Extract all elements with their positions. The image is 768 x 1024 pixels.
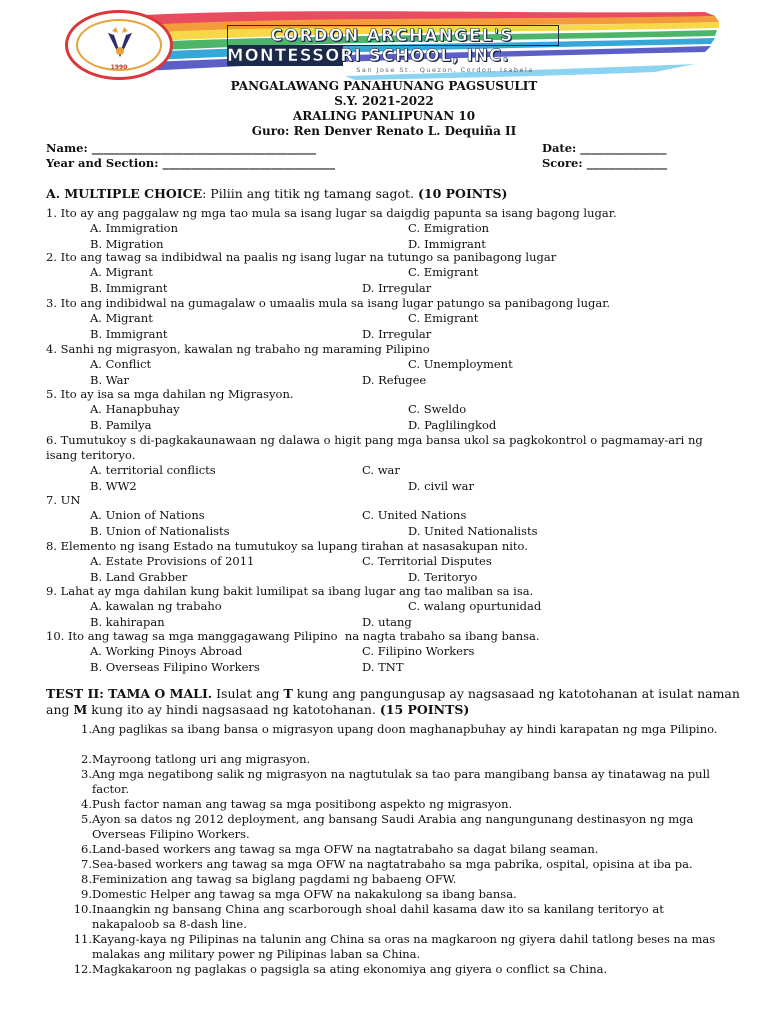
teacher: Guro: Ren Denver Renato L. Dequiña II — [251, 124, 517, 138]
school-name-line1: CORDON ARCHANGEL'S — [270, 26, 514, 45]
question-5-option-b[interactable]: B. Pamilya — [90, 418, 152, 432]
statement-number: 11. — [73, 932, 92, 946]
school-address: San Jose St., Quezon, Cordon, Isabela — [356, 66, 534, 74]
question-9-option-b[interactable]: B. kahirapan — [90, 615, 165, 629]
section-a-instruction: : Piliin ang titik ng tamang sagot. — [202, 186, 418, 201]
statement-text: Land-based workers ang tawag sa mga OFW na nagtatrabaho sa dagat bilang seaman. — [92, 842, 599, 856]
score-field[interactable]: Score: ______________ — [542, 156, 668, 170]
question-1-option-b[interactable]: B. Migration — [90, 237, 164, 251]
question-4-option-b[interactable]: B. War — [90, 373, 129, 387]
section-a-points: (10 POINTS) — [418, 186, 508, 201]
question-7-option-d[interactable]: D. United Nationalists — [408, 524, 538, 538]
statement-number: 10. — [73, 902, 92, 916]
question-1-option-c[interactable]: C. Emigration — [408, 221, 490, 235]
school-seal — [65, 10, 173, 80]
statement-text: Ang paglikas sa ibang bansa o migrasyon upang doon maghanapbuhay ay hindi karapatan ng mga Pilipino. — [92, 722, 718, 736]
statement-text: Push factor naman ang tawag sa mga positibong aspekto ng migrasyon. — [92, 797, 513, 811]
question-10-option-c[interactable]: C. Filipino Workers — [362, 644, 475, 658]
school-name-inc: SCHOOL, INC. — [368, 46, 510, 65]
question-9-option-c[interactable]: C. walang opurtunidad — [408, 599, 542, 613]
question-7-option-b[interactable]: B. Union of Nationalists — [90, 524, 230, 538]
statement-text: Domestic Helper ang tawag sa mga OFW na nakakulong sa ibang bansa. — [92, 887, 517, 901]
question-7-option-a[interactable]: A. Union of Nations — [90, 508, 205, 522]
question-2-option-b[interactable]: B. Immigrant — [90, 281, 168, 295]
question-3-option-c[interactable]: C. Emigrant — [408, 311, 479, 325]
question-6-option-d[interactable]: D. civil war — [408, 479, 474, 493]
question-3: 3. Ito ang indibidwal na gumagalaw o umaalis mula sa isang lugar patungo sa panibagong lugar. — [46, 296, 611, 310]
question-6: 6. Tumutukoy s di-pagkakaunawaan ng dalawa o higit pang mga bansa ukol sa pagkokontrol o pagmamay-ari ng isang teritoryo. — [46, 433, 707, 463]
question-2-option-d[interactable]: D. Irregular — [362, 281, 432, 295]
question-8-option-c[interactable]: C. Territorial Disputes — [362, 554, 492, 568]
question-7-option-c[interactable]: C. United Nations — [362, 508, 467, 522]
statement-text: Kayang-kaya ng Pilipinas na talunin ang China sa oras na magkaroon ng giyera dahil tatlong beses na mas malakas ang military power ng Pilipinas laban sa China. — [92, 932, 716, 962]
question-10-option-d[interactable]: D. TNT — [362, 660, 404, 674]
question-6-option-a[interactable]: A. territorial conflicts — [90, 463, 216, 477]
statement-text: Mayroong tatlong uri ang migrasyon. — [92, 752, 311, 766]
statement-number: 12. — [73, 962, 92, 976]
question-5: 5. Ito ay isa sa mga dahilan ng Migrasyon. — [46, 387, 294, 401]
section-b-m: M — [73, 702, 88, 717]
statement-text: Ang mga negatibong salik ng migrasyon na nagtutulak sa tao para mangibang bansa ay tinatawag na pull factor. — [92, 767, 710, 797]
statement-number: 2. — [81, 752, 92, 766]
section-a-heading — [46, 186, 507, 201]
question-8-option-d[interactable]: D. Teritoryo — [408, 570, 478, 584]
question-2-option-c[interactable]: C. Emigrant — [408, 265, 479, 279]
question-6-option-b[interactable]: B. WW2 — [90, 479, 137, 493]
name-field[interactable]: Name: _______________________________________ — [46, 141, 316, 155]
question-9-option-a[interactable]: A. kawalan ng trabaho — [90, 599, 222, 613]
question-4-option-d[interactable]: D. Refugee — [362, 373, 427, 387]
statement-number: 1. — [81, 722, 92, 736]
section-b-t: T — [283, 686, 293, 701]
statement-number: 8. — [81, 872, 92, 886]
school-name-line2 — [227, 46, 637, 65]
question-5-option-d[interactable]: D. Paglilingkod — [408, 418, 497, 432]
archangel-wings-icon — [98, 27, 142, 61]
date-field[interactable]: Date: _______________ — [542, 141, 667, 155]
school-year: S.Y. 2021-2022 — [334, 94, 434, 108]
question-6-option-c[interactable]: C. war — [362, 463, 400, 477]
question-7: 7. UN — [46, 493, 81, 507]
question-10: 10. Ito ang tawag sa mga manggagawang Pilipino na nagta trabaho sa ibang bansa. — [46, 629, 540, 643]
question-3-option-b[interactable]: B. Immigrant — [90, 327, 168, 341]
section-b-points: (15 POINTS) — [379, 702, 470, 717]
question-8: 8. Elemento ng isang Estado na tumutukoy sa lupang tirahan at nasasakupan nito. — [46, 539, 528, 553]
section-b-instruction-4: kung ito ay hindi nagsasaad ng katotohanan. — [87, 702, 380, 717]
question-1: 1. Ito ay ang paggalaw ng mga tao mula sa isang lugar sa daigdig papunta sa isang bagong lugar. — [46, 206, 617, 220]
question-2: 2. Ito ang tawag sa indibidwal na paalis ng isang lugar na tutungo sa panibagong lugar — [46, 250, 557, 264]
question-2-option-a[interactable]: A. Migrant — [90, 265, 153, 279]
exam-title: PANGALAWANG PANAHUNANG PAGSUSULIT — [230, 79, 538, 93]
question-5-option-c[interactable]: C. Sweldo — [408, 402, 467, 416]
statement-text: Sea-based workers ang tawag sa mga OFW na nagtatrabaho sa mga pabrika, ospital, opisina at iba pa. — [92, 857, 693, 871]
statement-number: 6. — [81, 842, 92, 856]
seal-year: 1990 — [110, 64, 128, 71]
school-name-montessori: MONTESSORI — [227, 46, 362, 65]
question-9-option-d[interactable]: D. utang — [362, 615, 412, 629]
question-9: 9. Lahat ay mga dahilan kung bakit lumilipat sa ibang lugar ang tao maliban sa isa. — [46, 584, 534, 598]
section-b-instruction-1: Isulat ang — [212, 686, 284, 701]
section-b-heading — [46, 686, 740, 718]
statement-text: Magkakaroon ng paglakas o pagsigla sa ating ekonomiya ang giyera o conflict sa China. — [92, 962, 608, 976]
question-4-option-c[interactable]: C. Unemployment — [408, 357, 513, 371]
question-8-option-b[interactable]: B. Land Grabber — [90, 570, 188, 584]
question-3-option-d[interactable]: D. Irregular — [362, 327, 432, 341]
letterhead — [55, 6, 731, 82]
question-4: 4. Sanhi ng migrasyon, kawalan ng trabaho ng maraming Pilipino — [46, 342, 430, 356]
statement-number: 5. — [81, 812, 92, 826]
statement-number: 4. — [81, 797, 92, 811]
statement-number: 7. — [81, 857, 92, 871]
question-8-option-a[interactable]: A. Estate Provisions of 2011 — [90, 554, 255, 568]
statement-text: Inaangkin ng bansang China ang scarborough shoal dahil kasama daw ito sa kanilang teritoryo at nakapaloob sa 8-dash line. — [92, 902, 664, 932]
question-10-option-a[interactable]: A. Working Pinoys Abroad — [90, 644, 243, 658]
statement-number: 3. — [81, 767, 92, 781]
question-1-option-d[interactable]: D. Immigrant — [408, 237, 486, 251]
section-b-instruction-2: kung ang pangungusap ay nagsasaad ng katotohanan at isulat naman — [292, 686, 740, 701]
statement-text: Feminization ang tawag sa biglang pagdami ng babaeng OFW. — [92, 872, 457, 886]
subject: ARALING PANLIPUNAN 10 — [292, 109, 476, 123]
question-4-option-a[interactable]: A. Conflict — [90, 357, 152, 371]
question-10-option-b[interactable]: B. Overseas Filipino Workers — [90, 660, 260, 674]
section-b-instruction-3: ang — [46, 702, 74, 717]
statement-number: 9. — [81, 887, 92, 901]
section-a-title: A. MULTIPLE CHOICE — [46, 186, 203, 201]
section-b-title: TEST II: TAMA O MALI. — [46, 686, 213, 701]
statement-text: Ayon sa datos ng 2012 deployment, ang bansang Saudi Arabia ang nangungunang destinasyon ng mga Overseas Filipino Workers. — [92, 812, 694, 842]
question-5-option-a[interactable]: A. Hanapbuhay — [90, 402, 180, 416]
question-1-option-a[interactable]: A. Immigration — [90, 221, 178, 235]
question-3-option-a[interactable]: A. Migrant — [90, 311, 153, 325]
year-section-field[interactable]: Year and Section: ______________________________ — [46, 156, 335, 170]
